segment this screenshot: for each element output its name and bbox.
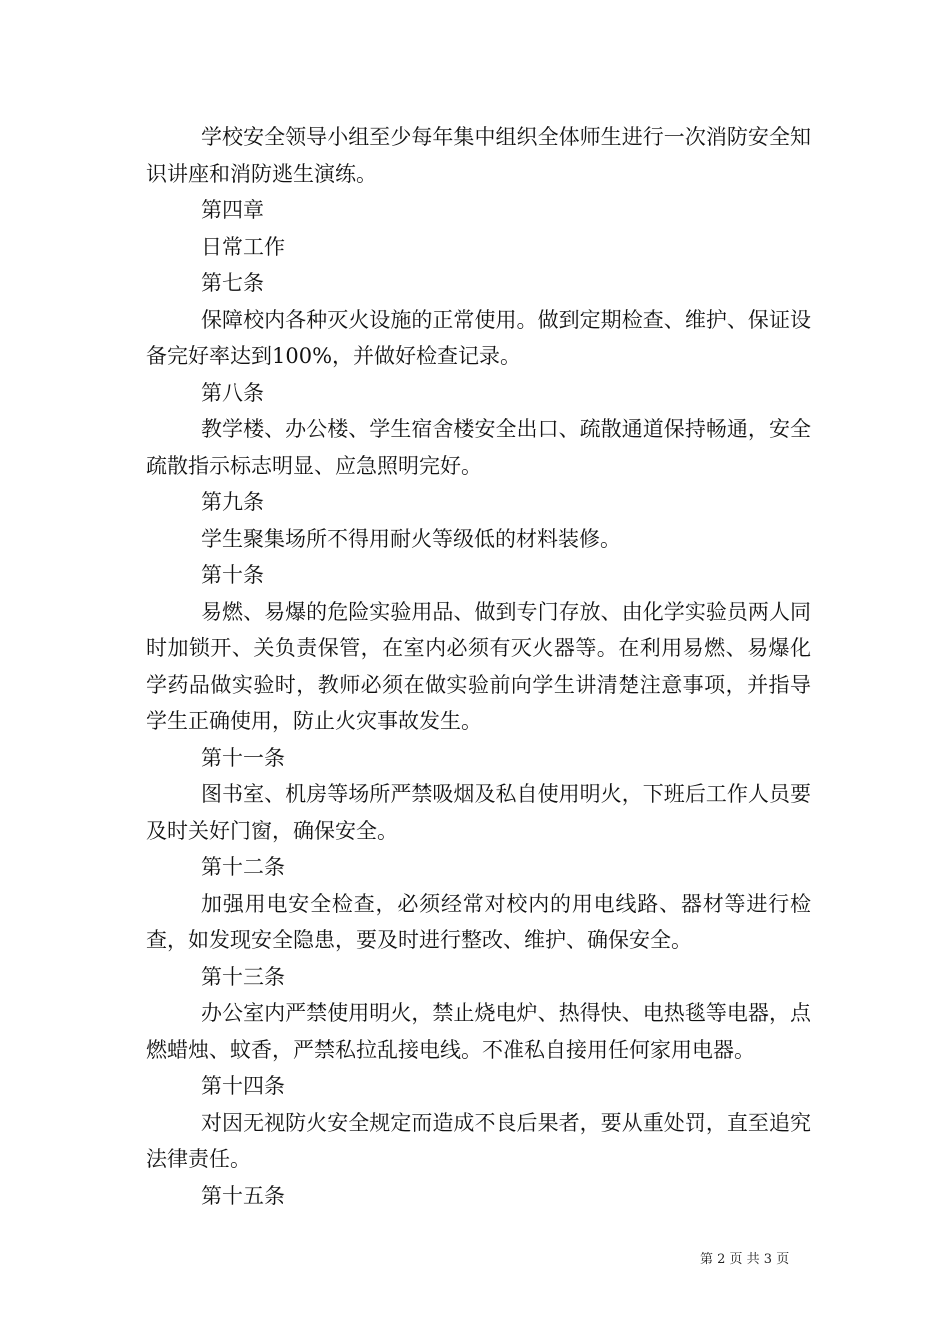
article-10-text: 易燃、易爆的危险实验用品、做到专门存放、由化学实验员两人同时加锁开、关负责保管，在室内必须有灭火器等。在利用易燃、易爆化学药品做实验时，教师必须在做实验前向学生讲清楚注意事项，并指导学生正确使用，防止火灾事故发生。 xyxy=(146,599,811,733)
article-12-text: 加强用电安全检查，必须经常对校内的用电线路、器材等进行检查，如发现安全隐患，要及时进行整改、维护、确保安全。 xyxy=(146,891,811,952)
article-heading-13: 第十三条 xyxy=(201,964,285,989)
chapter-heading-4: 第四章 xyxy=(201,198,264,222)
article-heading-12: 第十二条 xyxy=(201,855,285,879)
article-7-text: 保障校内各种灭火设施的正常使用。做到定期检查、维护、保证设备完好率达到100%，并做好检查记录。 xyxy=(146,307,811,368)
article-heading-10: 第十条 xyxy=(201,563,264,587)
article-9-text: 学生聚集场所不得用耐火等级低的材料装修。 xyxy=(201,526,621,551)
chapter-title-daily-work: 日常工作 xyxy=(201,234,285,259)
article-heading-9: 第九条 xyxy=(201,490,264,514)
article-13-text: 办公室内严禁使用明火，禁止烧电炉、热得快、电热毯等电器，点燃蜡烛、蚊香，严禁私拉乱接电线。不准私自接用任何家用电器。 xyxy=(146,1001,811,1062)
article-heading-8: 第八条 xyxy=(201,380,264,405)
article-heading-14: 第十四条 xyxy=(201,1074,285,1098)
article-11-text: 图书室、机房等场所严禁吸烟及私自使用明火，下班后工作人员要及时关好门窗，确保安全。 xyxy=(146,782,811,843)
article-8-text: 教学楼、办公楼、学生宿舍楼安全出口、疏散通道保持畅通，安全疏散指示标志明显、应急照明完好。 xyxy=(146,417,811,478)
page-number: 第 2 页 共 3 页 xyxy=(700,1252,790,1267)
document-body xyxy=(146,119,811,1214)
article-heading-7: 第七条 xyxy=(201,271,264,295)
article-heading-11: 第十一条 xyxy=(201,745,285,770)
article-heading-15: 第十五条 xyxy=(201,1183,285,1208)
paragraph-fire-drill: 学校安全领导小组至少每年集中组织全体师生进行一次消防安全知识讲座和消防逃生演练。 xyxy=(146,125,811,186)
article-14-text: 对因无视防火安全规定而造成不良后果者，要从重处罚，直至追究法律责任。 xyxy=(146,1110,811,1171)
